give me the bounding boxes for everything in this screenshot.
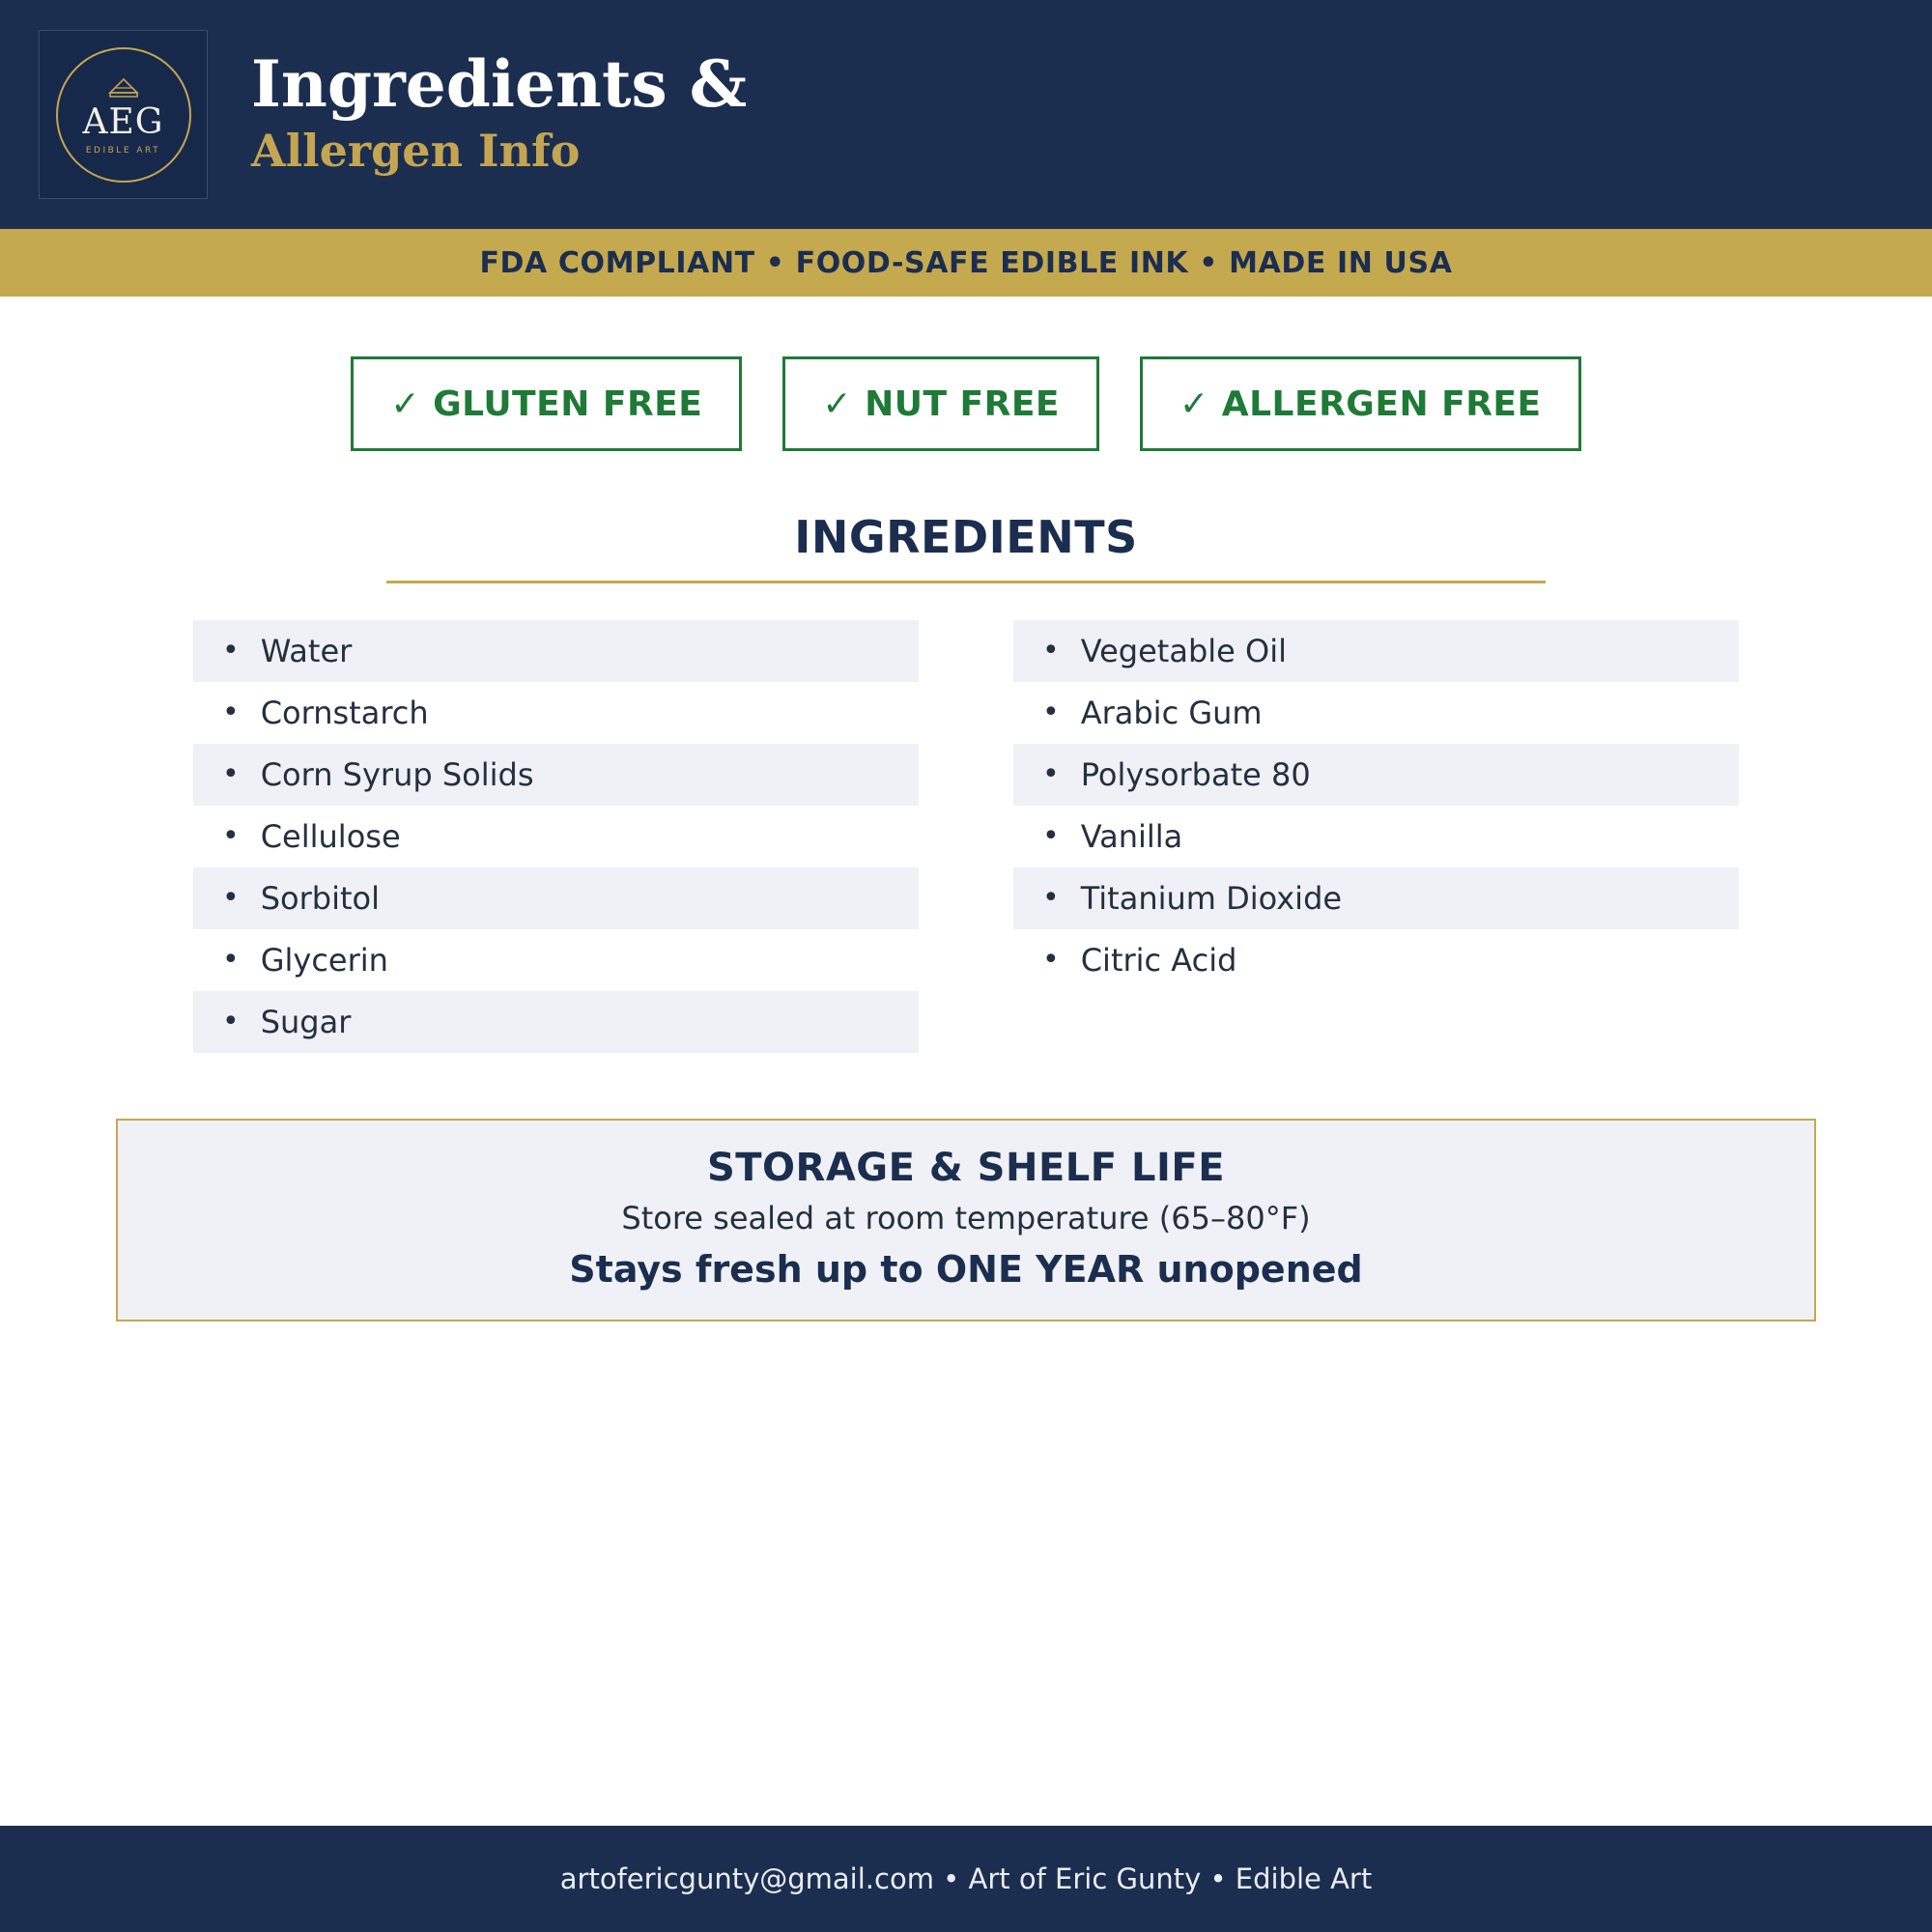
storage-title: STORAGE & SHELF LIFE bbox=[706, 1146, 1226, 1190]
list-item-label: Citric Acid bbox=[1080, 942, 1237, 979]
list-item bbox=[1013, 620, 1739, 682]
ingredients-column-right bbox=[1013, 620, 1739, 1053]
list-item bbox=[1013, 929, 1739, 991]
compliance-bar-text: FDA COMPLIANT • FOOD-SAFE EDIBLE INK • MADE IN USA bbox=[479, 245, 1453, 280]
bullet-icon: • bbox=[222, 943, 240, 977]
compliance-bar bbox=[0, 229, 1932, 297]
list-item-label: Cornstarch bbox=[260, 695, 429, 731]
brand-logo bbox=[39, 30, 208, 199]
list-item-label: Glycerin bbox=[260, 942, 388, 979]
logo-circle bbox=[56, 47, 191, 183]
badge-nut-free-label bbox=[822, 384, 1060, 424]
badge-gluten-free-text: GLUTEN FREE bbox=[433, 384, 703, 424]
list-item-label: Arabic Gum bbox=[1080, 695, 1263, 731]
logo-monogram: AEG bbox=[82, 101, 164, 142]
check-icon: ✓ bbox=[390, 384, 421, 424]
storage-instruction: Store sealed at room temperature (65–80°F) bbox=[621, 1200, 1311, 1236]
list-item-label: Sugar bbox=[260, 1004, 352, 1040]
bullet-icon: • bbox=[222, 757, 240, 791]
list-item bbox=[1013, 682, 1739, 744]
list-item bbox=[193, 929, 919, 991]
list-item-label: Vegetable Oil bbox=[1080, 633, 1287, 669]
list-item-label: Water bbox=[260, 633, 353, 669]
status-badge-gluten-free bbox=[351, 356, 742, 451]
header-titles bbox=[251, 46, 748, 177]
badge-gluten-free-label bbox=[390, 384, 702, 424]
page-subtitle: Allergen Info bbox=[251, 124, 581, 177]
bullet-icon: • bbox=[222, 1005, 240, 1038]
list-item bbox=[193, 991, 919, 1053]
page-footer bbox=[0, 1826, 1932, 1932]
check-icon: ✓ bbox=[1179, 384, 1209, 424]
list-item-label: Cellulose bbox=[260, 818, 401, 855]
storage-shelf-life-panel bbox=[116, 1119, 1816, 1321]
list-item bbox=[1013, 806, 1739, 867]
bullet-icon: • bbox=[1042, 943, 1060, 977]
bullet-icon: • bbox=[1042, 881, 1060, 915]
bullet-icon: • bbox=[1042, 696, 1060, 729]
bullet-icon: • bbox=[1042, 757, 1060, 791]
page-title: Ingredients & bbox=[251, 46, 748, 123]
bullet-icon: • bbox=[222, 634, 240, 668]
ingredients-columns bbox=[0, 620, 1932, 1053]
list-item bbox=[193, 806, 919, 867]
status-badge-allergen-free bbox=[1140, 356, 1581, 451]
cake-slice-icon bbox=[107, 74, 140, 103]
list-item-label: Vanilla bbox=[1080, 818, 1183, 855]
list-item bbox=[193, 682, 919, 744]
ingredients-column-left bbox=[193, 620, 919, 1053]
badge-allergen-free-text: ALLERGEN FREE bbox=[1221, 384, 1542, 424]
list-item-label: Titanium Dioxide bbox=[1080, 880, 1343, 917]
list-item bbox=[193, 620, 919, 682]
list-item bbox=[1013, 744, 1739, 806]
badge-row bbox=[0, 356, 1932, 451]
page-header bbox=[0, 0, 1932, 229]
ingredients-section-title: INGREDIENTS bbox=[794, 511, 1138, 563]
bullet-icon: • bbox=[1042, 634, 1060, 668]
storage-freshness: Stays fresh up to ONE YEAR unopened bbox=[569, 1248, 1363, 1291]
bullet-icon: • bbox=[222, 819, 240, 853]
list-item bbox=[193, 744, 919, 806]
list-item-label: Corn Syrup Solids bbox=[260, 756, 534, 793]
bullet-icon: • bbox=[222, 696, 240, 729]
logo-tagline: EDIBLE ART bbox=[85, 145, 161, 156]
badge-allergen-free-label bbox=[1179, 384, 1542, 424]
list-item-label: Sorbitol bbox=[260, 880, 380, 917]
check-icon: ✓ bbox=[822, 384, 853, 424]
badge-nut-free-text: NUT FREE bbox=[865, 384, 1061, 424]
bullet-icon: • bbox=[222, 881, 240, 915]
bullet-icon: • bbox=[1042, 819, 1060, 853]
footer-contact-text: artofericgunty@gmail.com • Art of Eric Gunty • Edible Art bbox=[559, 1862, 1373, 1895]
list-item bbox=[193, 867, 919, 929]
list-item-label: Polysorbate 80 bbox=[1080, 756, 1311, 793]
section-divider bbox=[386, 581, 1546, 583]
list-item bbox=[1013, 867, 1739, 929]
status-badge-nut-free bbox=[782, 356, 1099, 451]
